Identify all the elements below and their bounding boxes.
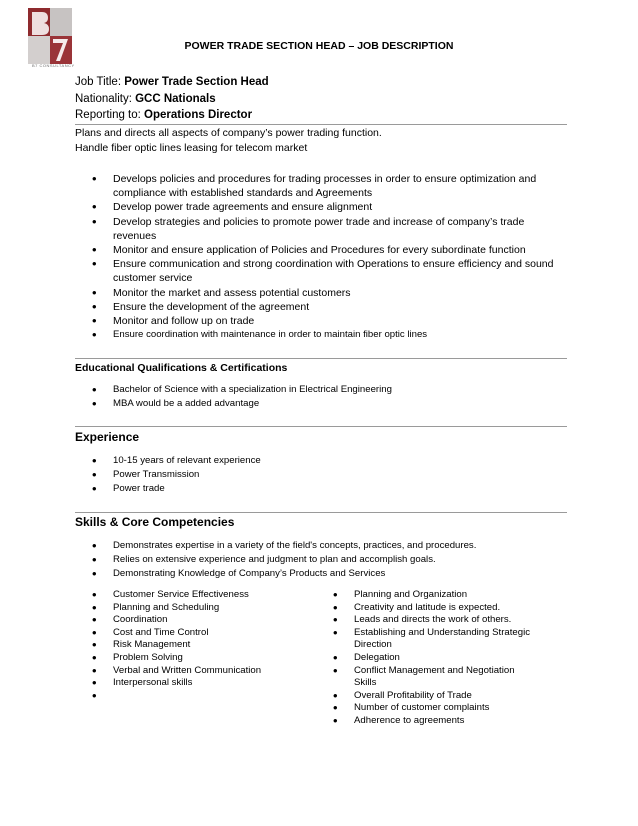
list-item-continuation: Skills <box>354 677 377 689</box>
reporting-value: Operations Director <box>144 109 253 121</box>
job-title-label: Job Title: <box>75 76 125 88</box>
list-item: • Monitor and ensure application of Policies and Procedures for every subordinate function <box>92 243 567 257</box>
list-item: • Ensure the development of the agreement <box>92 300 567 314</box>
list-item: • Overall Profitability of Trade <box>333 690 567 703</box>
list-item: • Interpersonal skills <box>92 677 317 690</box>
summary-line: Handle fiber optic lines leasing for telecom market <box>75 142 308 154</box>
list-item: • 10-15 years of relevant experience <box>92 454 567 468</box>
list-item: • Adherence to agreements <box>333 715 567 728</box>
list-item-continuation: customer service <box>113 272 193 285</box>
logo-text: B7 CONSULTANCY <box>32 63 75 68</box>
list-item: • Establishing and Understanding Strategic <box>333 627 567 640</box>
duties-list <box>92 172 567 342</box>
list-item: • Planning and Scheduling <box>92 602 317 615</box>
experience-heading: Experience <box>75 430 140 444</box>
divider <box>75 426 567 427</box>
company-logo <box>28 8 72 64</box>
list-item: • MBA would be a added advantage <box>92 397 567 411</box>
list-item-continuation: Direction <box>354 639 392 651</box>
list-item-continuation: compliance with established standards and Agreements <box>113 187 373 200</box>
list-item: • Coordination <box>92 614 317 627</box>
list-item: • Demonstrating Knowledge of Company’s Products and Services <box>92 567 567 581</box>
list-item: • Problem Solving <box>92 652 317 665</box>
list-item: • Number of customer complaints <box>333 702 567 715</box>
divider <box>75 512 567 513</box>
list-item: • Ensure communication and strong coordination with Operations to ensure efficiency and sound <box>92 257 567 271</box>
list-item: • Planning and Organization <box>333 589 567 602</box>
list-item: • Risk Management <box>92 639 317 652</box>
education-list <box>92 383 567 411</box>
divider <box>75 124 567 125</box>
list-item: • Cost and Time Control <box>92 627 317 640</box>
job-title-value: Power Trade Section Head <box>124 76 269 88</box>
nationality-line <box>75 93 216 105</box>
job-title-line <box>75 76 269 88</box>
list-item: • Power Transmission <box>92 468 567 482</box>
list-item <box>92 690 317 703</box>
reporting-label: Reporting to: <box>75 109 145 121</box>
list-item: • Delegation <box>333 652 567 665</box>
list-item: • Conflict Management and Negotiation <box>333 665 567 678</box>
list-item: • Ensure coordination with maintenance in order to maintain fiber optic lines <box>92 328 567 342</box>
nationality-value: GCC Nationals <box>135 93 216 105</box>
list-item: • Develops policies and procedures for trading processes in order to ensure optimization and <box>92 172 567 186</box>
list-item: • Develop power trade agreements and ensure alignment <box>92 200 567 214</box>
list-item: • Verbal and Written Communication <box>92 665 317 678</box>
summary-line: Plans and directs all aspects of company’s power trading function. <box>75 127 382 139</box>
competencies-left-list <box>92 589 317 702</box>
document-title: POWER TRADE SECTION HEAD – JOB DESCRIPTION <box>184 40 454 52</box>
list-item: • Bachelor of Science with a specialization in Electrical Engineering <box>92 383 567 397</box>
divider <box>75 358 567 359</box>
skills-heading: Skills & Core Competencies <box>75 515 235 529</box>
list-item: • Creativity and latitude is expected. <box>333 602 567 615</box>
list-item: • Monitor the market and assess potential customers <box>92 286 567 300</box>
list-item: • Relies on extensive experience and judgment to plan and accomplish goals. <box>92 553 567 567</box>
list-item: • Customer Service Effectiveness <box>92 589 317 602</box>
list-item: • Demonstrates expertise in a variety of the field's concepts, practices, and procedures. <box>92 539 567 553</box>
list-item: • Develop strategies and policies to promote power trade and increase of company’s trade <box>92 215 567 229</box>
reporting-line <box>75 109 252 121</box>
list-item: • Power trade <box>92 482 567 496</box>
nationality-label: Nationality: <box>75 93 136 105</box>
list-item: • Leads and directs the work of others. <box>333 614 567 627</box>
education-heading: Educational Qualifications & Certifications <box>75 362 288 374</box>
skills-list <box>92 539 567 582</box>
list-item: • Monitor and follow up on trade <box>92 314 567 328</box>
competencies-right-list <box>333 589 567 728</box>
experience-list <box>92 454 567 497</box>
list-item-continuation: revenues <box>113 229 157 242</box>
